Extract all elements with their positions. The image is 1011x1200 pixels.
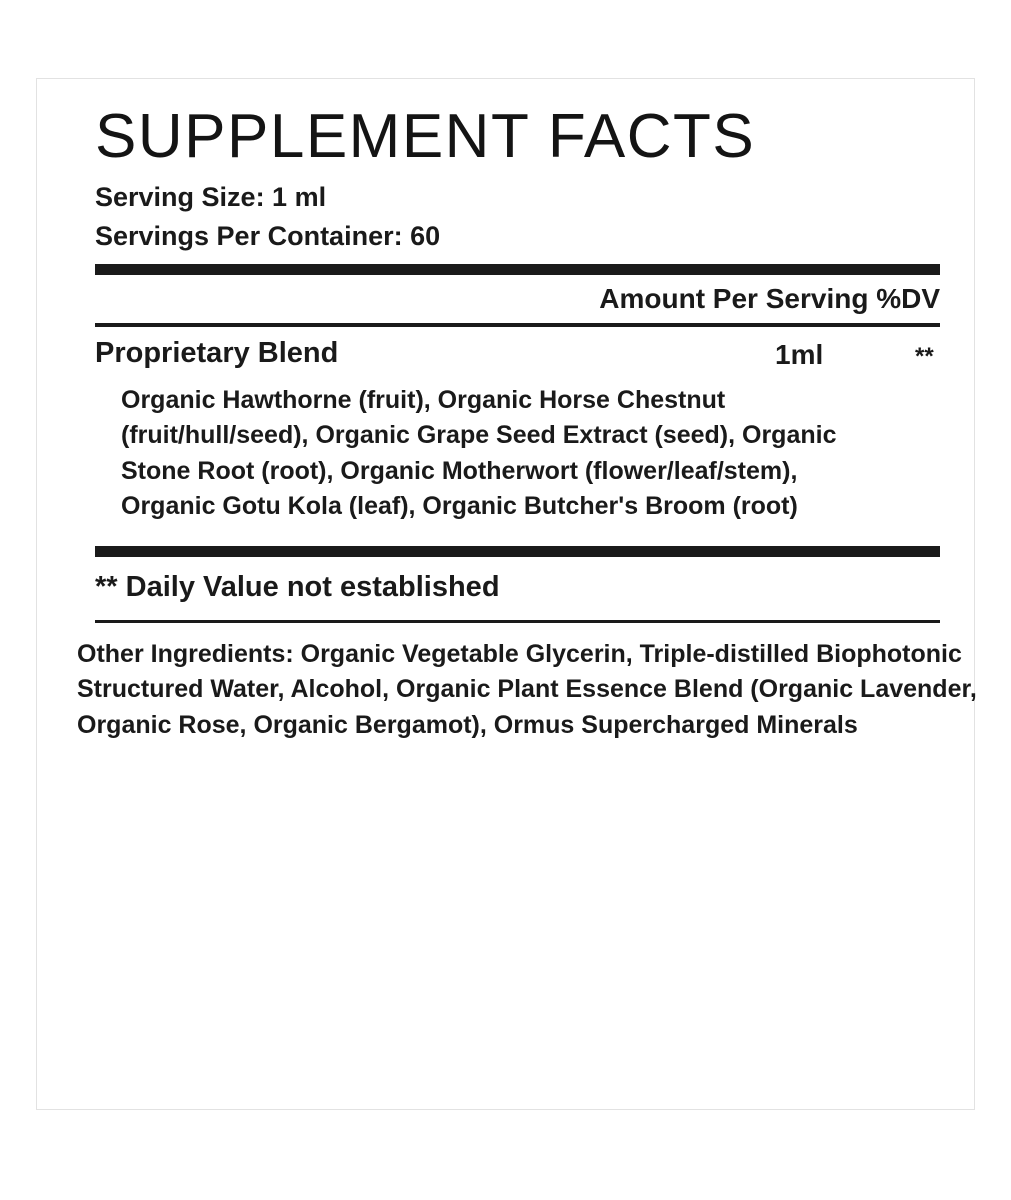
proprietary-blend-dv: **	[915, 342, 934, 370]
supplement-facts-panel	[36, 78, 975, 1110]
serving-size-text: Serving Size: 1 ml	[95, 182, 327, 213]
page-title: SUPPLEMENT FACTS	[95, 102, 756, 171]
servings-per-container-text: Servings Per Container: 60	[95, 220, 441, 251]
blend-ingredient-list: Organic Hawthorne (fruit), Organic Horse Chestnut (fruit/hull/seed), Organic Grape Seed Extract (seed), Organic Stone Root (root), Organic Motherwort (flower/leaf/stem), Organic Gotu Kola (leaf), Organic Butcher's Broom (root)	[121, 385, 837, 521]
divider-thick-top	[95, 264, 940, 275]
supplement-facts-content	[77, 101, 977, 743]
amount-per-serving-header: Amount Per Serving %DV	[599, 282, 940, 314]
other-ingredients-text: Other Ingredients: Organic Vegetable Glycerin, Triple-distilled Biophotonic Structured Water, Alcohol, Organic Plant Essence Blend (Organic Lavender, Organic Rose, Organic Bergamot), Ormus Supercharged Minerals	[77, 639, 977, 739]
divider-under-amount-header	[95, 323, 940, 327]
proprietary-blend-row	[95, 337, 940, 383]
daily-value-note: ** Daily Value not established	[95, 570, 500, 603]
proprietary-blend-label: Proprietary Blend	[95, 336, 339, 369]
divider-thick-bottom	[95, 546, 940, 557]
proprietary-blend-amount: 1ml	[775, 338, 824, 370]
